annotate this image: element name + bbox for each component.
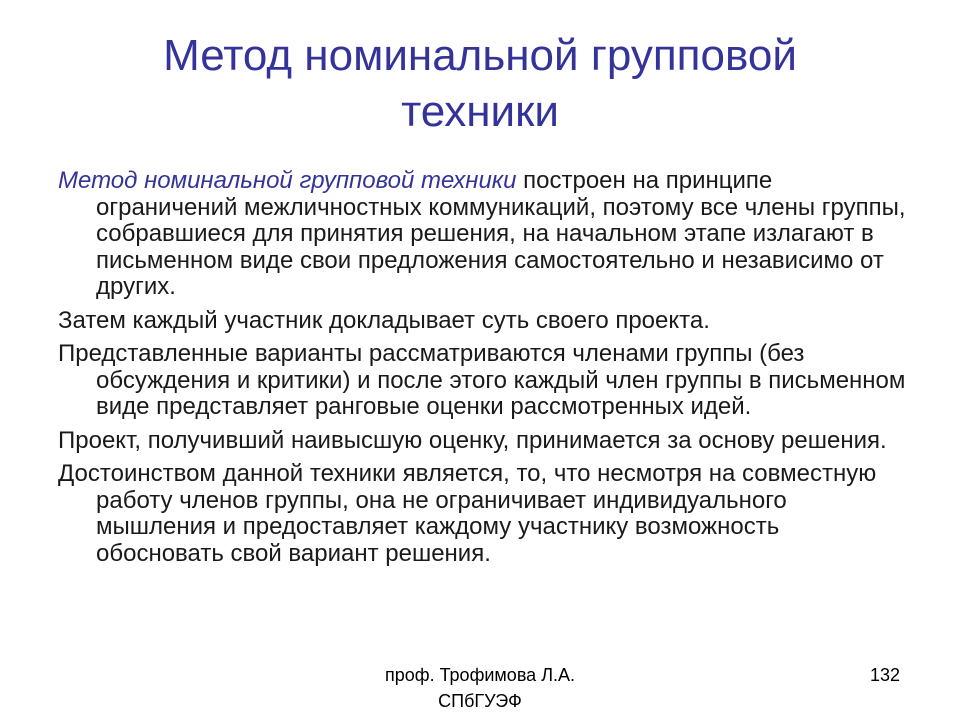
slide-body xyxy=(58,168,908,574)
slide-title-line-2: техники xyxy=(401,87,559,136)
paragraph-step-selection: Проект, получивший наивысшую оценку, принимается за основу решения. xyxy=(58,426,887,454)
footer-author-block xyxy=(320,662,640,714)
paragraph-advantage: Достоинством данной техники является, то, что несмотря на совместную работу членов группы, она не ограничивает индивидуального мышления и предоставляет каждому участнику возможность обосновать свой вариант решения. xyxy=(58,460,877,567)
paragraph-definition xyxy=(58,168,908,301)
paragraph-step-ranking: Представленные варианты рассматриваются членами группы (без обсуждения и критики) и после этого каждый член группы в письменном виде представляет ранговые оценки рассмотренных идей. xyxy=(58,340,906,420)
slide-title xyxy=(80,28,880,140)
footer-organization: СПбГУЭФ xyxy=(438,691,522,711)
method-term: Метод номинальной групповой техники xyxy=(58,167,517,194)
page-number: 132 xyxy=(869,665,900,685)
footer-author: проф. Трофимова Л.А. xyxy=(384,665,576,685)
slide-title-line-1: Метод номинальной групповой xyxy=(163,31,797,80)
paragraph-step-report: Затем каждый участник докладывает суть своего проекта. xyxy=(58,306,710,334)
paragraph-definition-text: построен на принципе ограничений межличностных коммуникаций, поэтому все члены группы, собравшиеся для принятия решения, на начальном этапе излагают в письменном виде свои предложения самостоятельно и независимо от других. xyxy=(96,167,906,300)
